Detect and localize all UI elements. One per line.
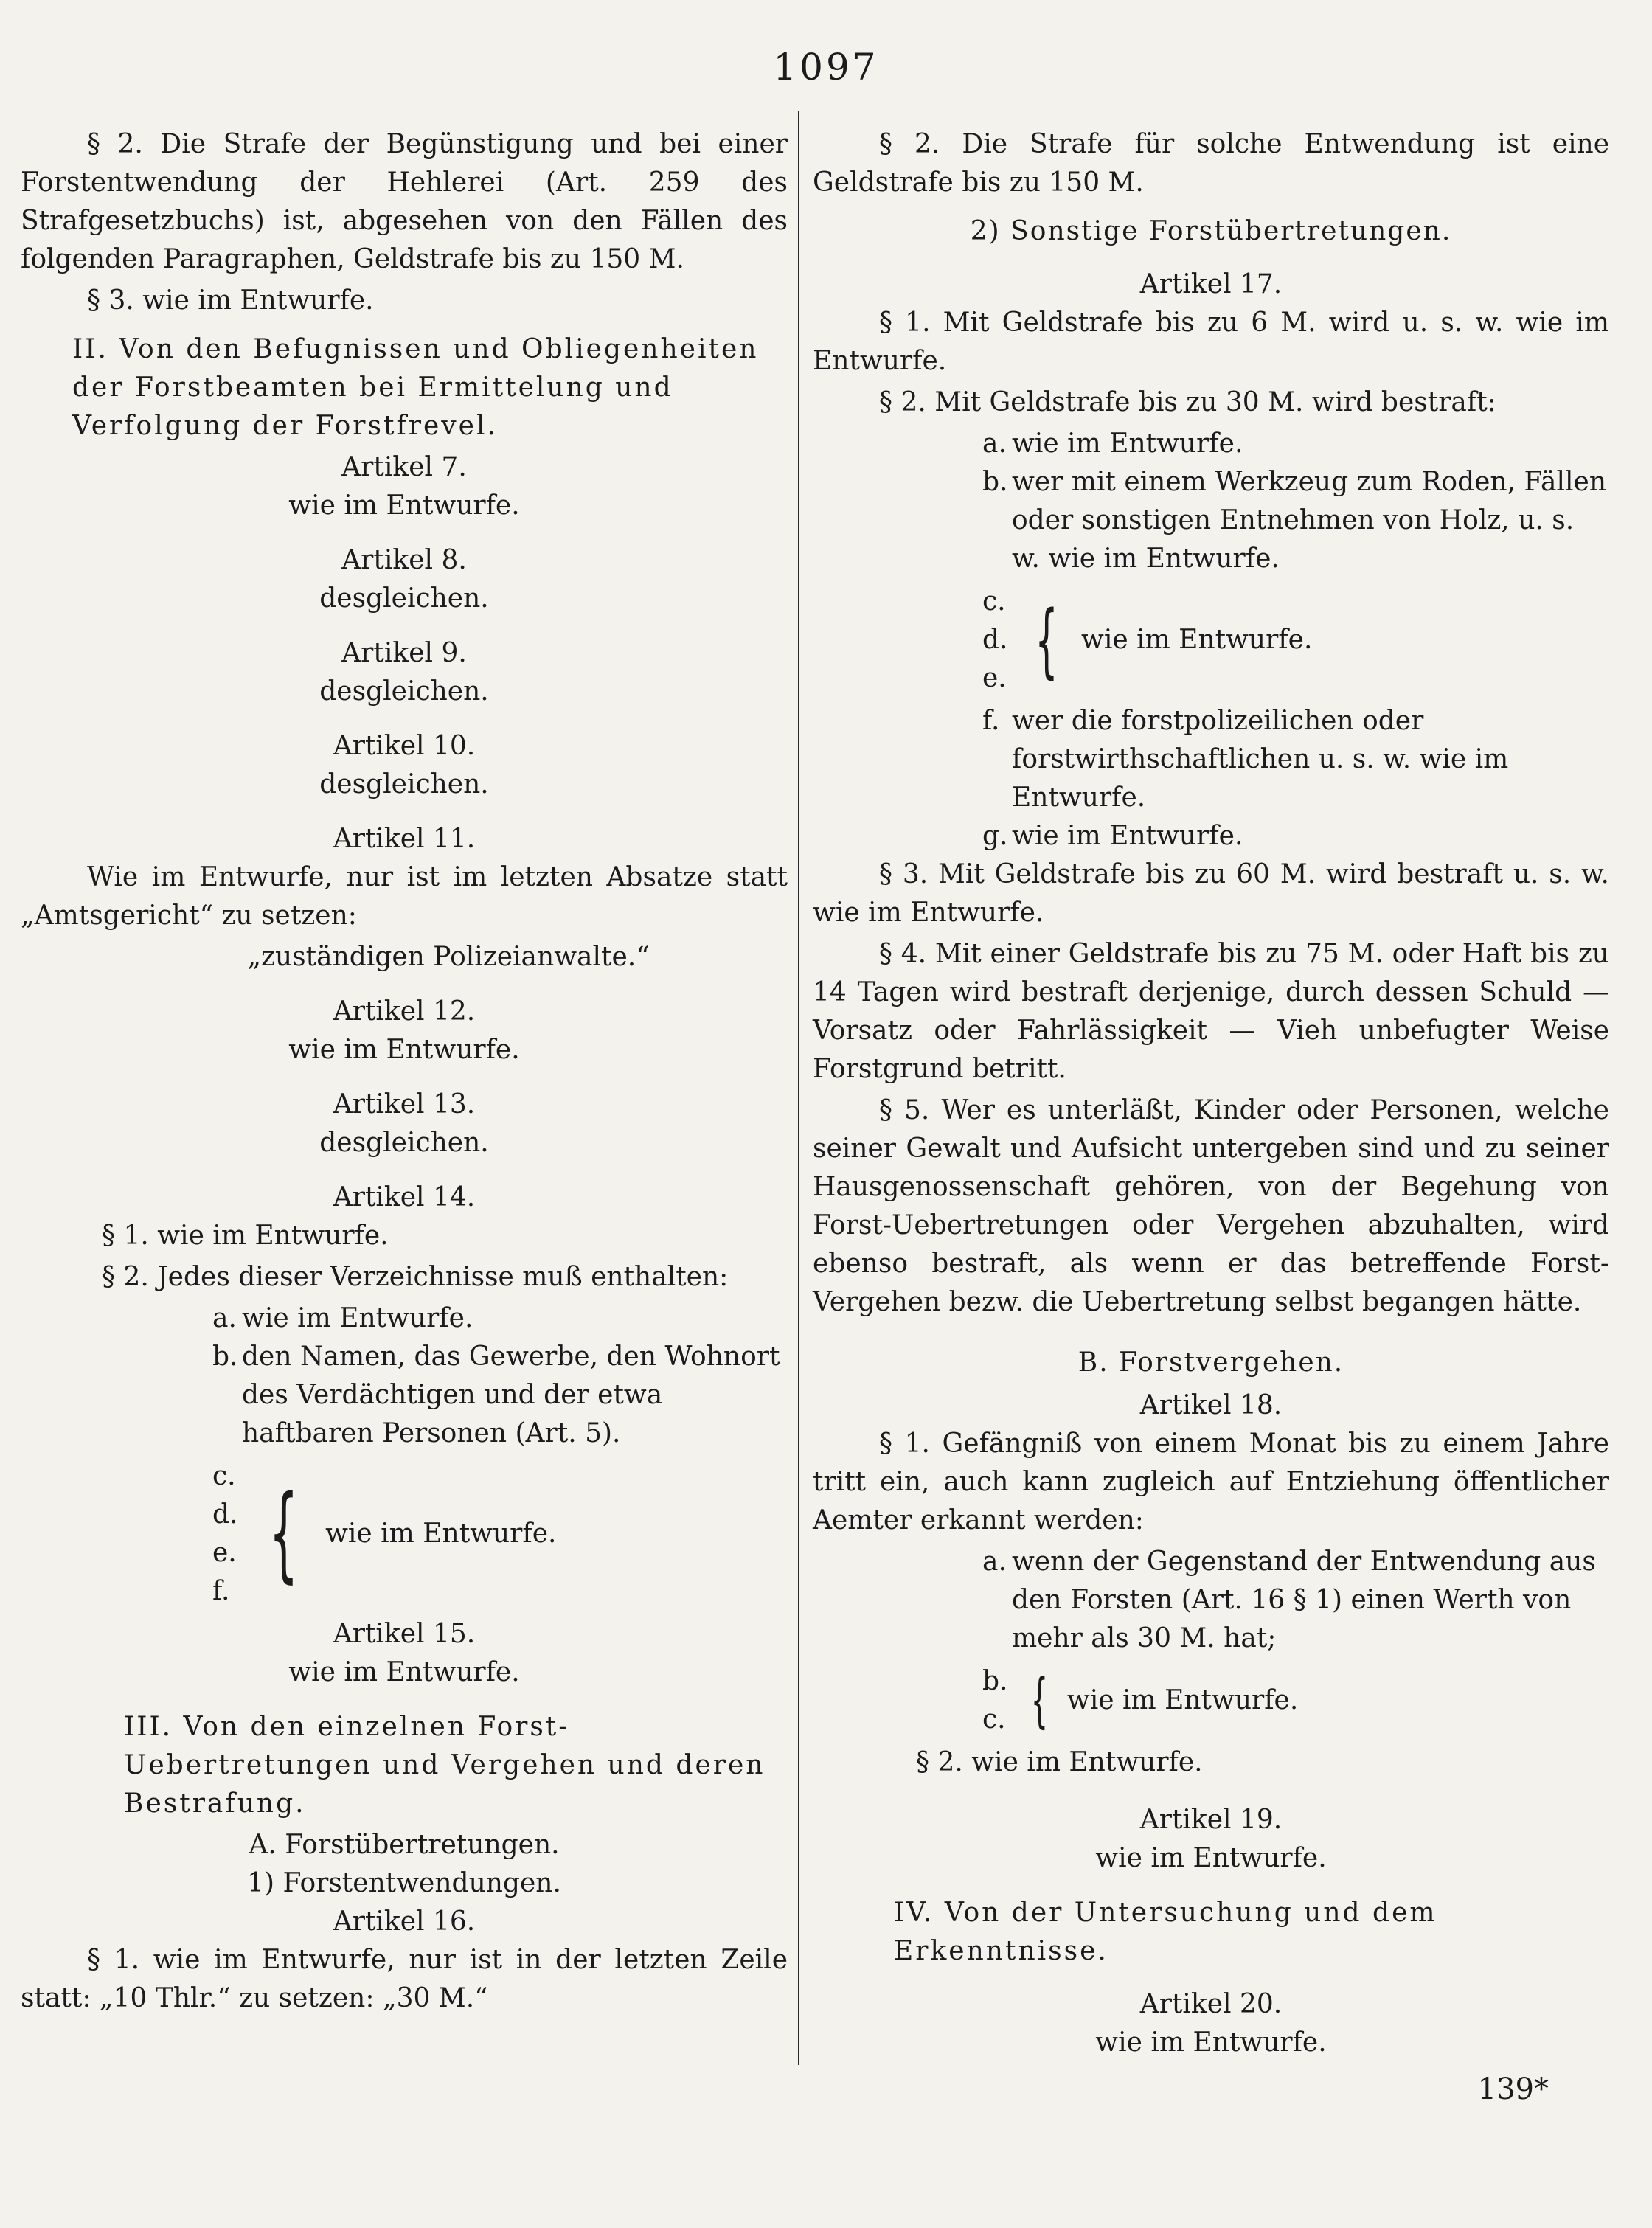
subsection-heading: 1) Forstentwendungen. [247,1868,561,1898]
list-letter: d. [212,1499,238,1530]
paragraph: § 3. wie im Entwurfe. [87,285,374,316]
paragraph: § 2. Die Strafe der Begünstigung und bei einer Forstentwendung der Hehlerei (Art. 259 des Strafgesetzbuchs) ist, abgesehen von den Fällen des folgenden Paragraphen, Geldstrafe bis zu 150 M. [21,129,788,274]
subsection-heading: A. Forstübertretungen. [249,1830,560,1860]
brace-icon: { [268,1474,299,1594]
left-column [21,125,788,2021]
column-divider [798,111,799,2065]
list-text: den Namen, das Gewerbe, den Wohnort des Verdächtigen und der etwa haftbaren Personen (Art. 5). [242,1342,780,1448]
paragraph: § 1. wie im Entwurfe, nur ist in der letzten Zeile statt: „10 Thlr.“ zu setzen: „30 M.“ [21,1945,788,2013]
article-text: desgleichen. [319,769,489,799]
list-item [212,1338,788,1453]
list [813,425,1609,856]
paragraph: § 5. Wer es unterläßt, Kinder oder Personen, welche seiner Gewalt und Aufsicht untergeben sind und zu seiner Hausgenossenschaft gehören, von der Begehung von Forst-Uebertretungen oder Vergehen abzuhalten, wird ebenso bestraft, als wenn er das betreffende Forst-Vergehen bezw. die Uebertretung selbst begangen hätte. [813,1095,1609,1317]
right-column [813,125,1609,2062]
list-letter: g. [982,821,1008,851]
subsection-heading: B. Forstvergehen. [1077,1347,1344,1378]
list-letter: b. [982,467,1008,497]
list-item [982,702,1609,817]
signature-mark: 139* [1477,2072,1549,2106]
list-item [982,817,1609,856]
section-heading: III. Von den einzelnen Forst-Uebertretungen und Vergehen und deren Bestrafung. [124,1712,766,1819]
article-text: desgleichen. [319,583,489,614]
list-letter: b. [982,1666,1008,1696]
list-text: wie im Entwurfe. [1066,1685,1299,1715]
list-letter: a. [212,1303,237,1333]
article-heading: Artikel 20. [1139,1989,1283,2019]
article-heading: Artikel 15. [333,1619,476,1649]
list-text: wer mit einem Werkzeug zum Roden, Fällen oder sonstigen Entnehmen von Holz, u. s. w. wie im Entwurfe. [1012,467,1607,574]
list-letter: f. [982,706,1000,736]
list [813,1543,1609,1739]
list-letter: a. [982,1547,1007,1577]
article-text: wie im Entwurfe. [288,490,520,521]
brace-group [982,1662,1609,1739]
article-heading: Artikel 14. [333,1182,476,1212]
list-text: wenn der Gegenstand der Entwendung aus den Forsten (Art. 16 § 1) einen Werth von mehr als 30 M. hat; [1012,1547,1596,1653]
article-text: wie im Entwurfe. [288,1035,520,1065]
paragraph: § 1. wie im Entwurfe. [102,1221,389,1251]
article-heading: Artikel 19. [1139,1805,1283,1835]
list-item [982,425,1609,463]
list-text: wie im Entwurfe. [242,1303,473,1333]
paragraph: § 1. Gefängniß von einem Monat bis zu einem Jahre tritt ein, auch kann zugleich auf Entziehung öffentlicher Aemter erkannt werden: [813,1429,1609,1535]
article-text: desgleichen. [319,1128,489,1158]
list-letter: d. [982,625,1008,655]
list [21,1299,788,1611]
section-heading: IV. Von der Untersuchung und dem Erkenntnisse. [894,1898,1437,1966]
list-item [212,1299,788,1338]
article-heading: Artikel 13. [333,1089,476,1120]
list-text: wer die forstpolizeilichen oder forstwirthschaftlichen u. s. w. wie im Entwurfe. [1012,706,1509,813]
subsection-heading: 2) Sonstige Forstübertretungen. [970,216,1452,246]
list-text: wie im Entwurfe. [325,1519,557,1549]
article-text: wie im Entwurfe. [1095,2027,1327,2058]
article-text: wie im Entwurfe. [288,1657,520,1687]
section-heading: II. Von den Befugnissen und Obliegenheiten der Forstbeamten bei Ermittelung und Verfolgung der Forstfrevel. [72,334,759,441]
list-item [982,1543,1609,1658]
list-letter: b. [212,1342,238,1372]
article-heading: Artikel 8. [341,545,467,575]
list-text: wie im Entwurfe. [1012,428,1243,459]
article-heading: Artikel 12. [333,996,476,1027]
article-heading: Artikel 18. [1139,1390,1283,1420]
article-heading: Artikel 7. [341,452,467,482]
list-text: wie im Entwurfe. [1081,625,1313,655]
paragraph: § 4. Mit einer Geldstrafe bis zu 75 M. oder Haft bis zu 14 Tagen wird bestraft derjenige, durch dessen Schuld — Vorsatz oder Fahrlässigkeit — Vieh unbefugter Weise Forstgrund betritt. [813,939,1609,1084]
list-letter: a. [982,428,1007,459]
brace-group [982,583,1609,698]
article-heading: Artikel 10. [333,731,476,761]
paragraph: § 2. Mit Geldstrafe bis zu 30 M. wird bestraft: [879,387,1496,417]
list-text: wie im Entwurfe. [1012,821,1243,851]
list-item [982,463,1609,578]
brace-icon: { [1030,1666,1048,1735]
article-text: desgleichen. [319,676,489,707]
list-letter: e. [982,663,1007,693]
paragraph: § 2. wie im Entwurfe. [916,1747,1203,1777]
list-letter: f. [212,1576,230,1606]
paragraph: § 2. Jedes dieser Verzeichnisse muß enthalten: [102,1262,729,1292]
article-quote: „zuständigen Polizeianwalte.“ [247,942,650,972]
brace-icon: { [1035,593,1058,687]
paragraph: § 3. Mit Geldstrafe bis zu 60 M. wird bestraft u. s. w. wie im Entwurfe. [813,859,1609,928]
article-heading: Artikel 17. [1139,269,1283,299]
article-heading: Artikel 9. [341,638,467,668]
brace-group [212,1457,788,1611]
paragraph: § 2. Die Strafe für solche Entwendung ist eine Geldstrafe bis zu 150 M. [813,129,1609,198]
list-letter: e. [212,1538,237,1568]
article-text: wie im Entwurfe. [1095,1843,1327,1873]
article-heading: Artikel 11. [333,824,476,854]
paragraph: § 1. Mit Geldstrafe bis zu 6 M. wird u. s. w. wie im Entwurfe. [813,308,1609,376]
list-letter: c. [212,1461,236,1491]
article-text: Wie im Entwurfe, nur ist im letzten Absatze statt „Amtsgericht“ zu setzen: [21,862,788,931]
list-letter: c. [982,1704,1006,1735]
list-letter: c. [982,586,1006,617]
article-heading: Artikel 16. [333,1906,476,1937]
page-number: 1097 [773,46,879,89]
